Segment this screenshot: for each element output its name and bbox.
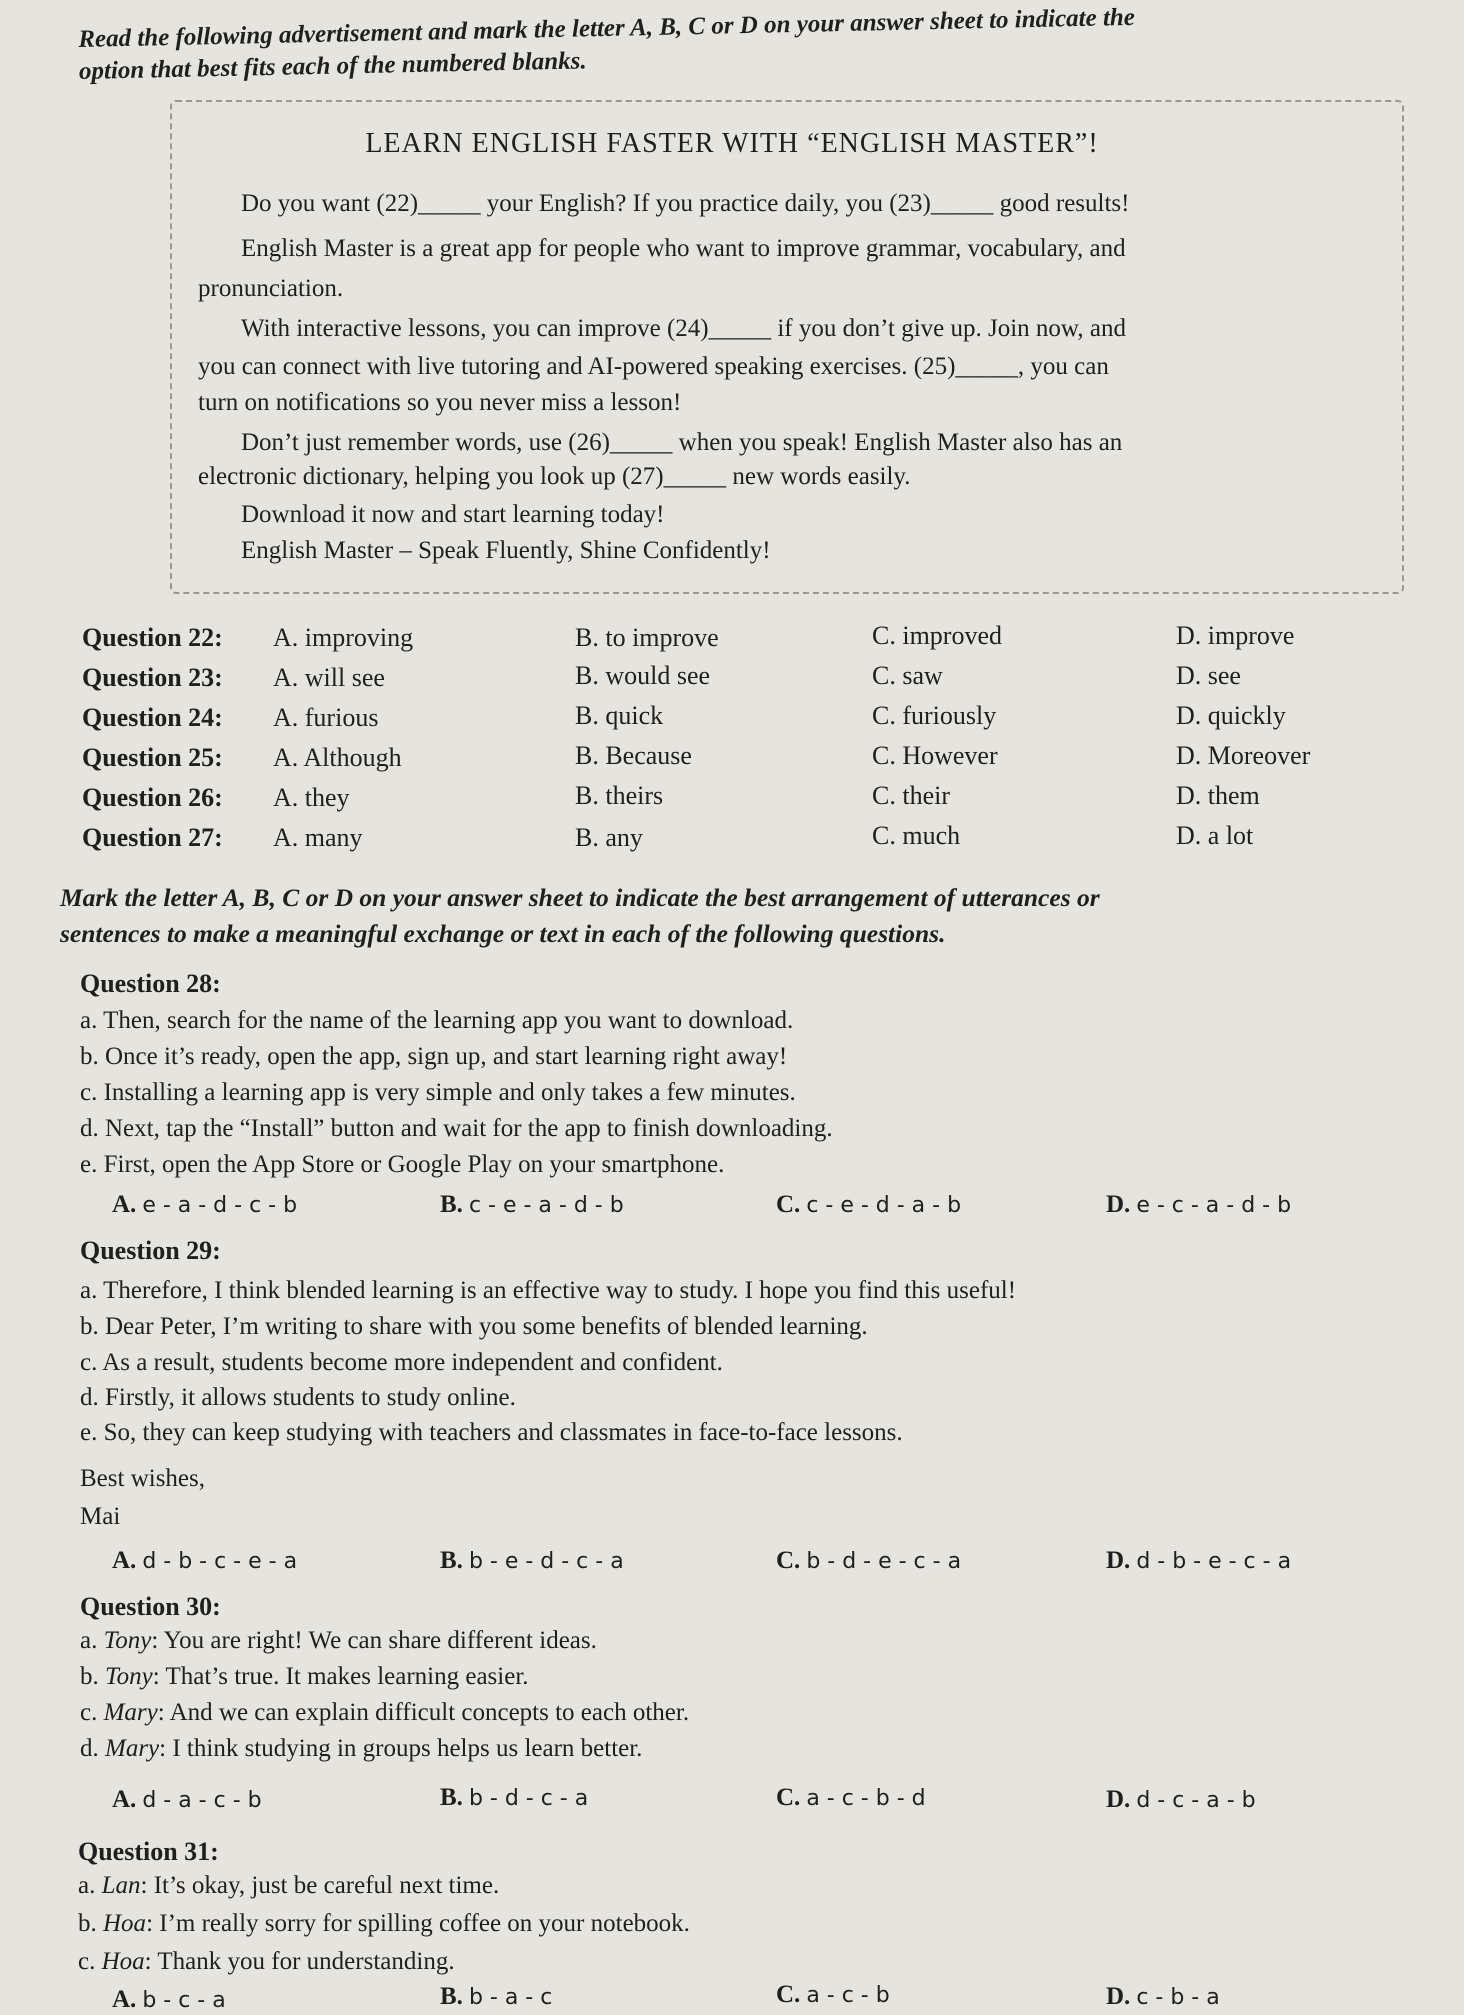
option-a[interactable] (112, 1547, 297, 1575)
option-letter: C. (776, 1191, 801, 1218)
option-sequence: a - c - b (806, 1983, 890, 2008)
ad-line-9: Download it now and start learning today! (241, 501, 665, 528)
utterance-letter: a. (80, 1627, 104, 1654)
option-sequence: c - b - a (1136, 1985, 1220, 2010)
ad-line-5: you can connect with live tutoring and AI-powered speaking exercises. (25)_____, you can (198, 353, 1109, 380)
option-d[interactable]: D. them (1176, 781, 1260, 810)
option-c[interactable] (776, 1784, 926, 1812)
speaker-name: Tony (103, 1627, 152, 1654)
utterance-d (80, 1735, 642, 1763)
option-letter: B. (440, 1547, 463, 1574)
option-c[interactable] (776, 1547, 961, 1575)
closing: Best wishes, (80, 1465, 205, 1492)
option-sequence: b - d - c - a (468, 1786, 589, 1811)
utterance-text: : And we can explain difficult concepts to each other. (157, 1699, 690, 1726)
option-b[interactable] (440, 1983, 552, 2011)
option-sequence: b - e - d - c - a (468, 1549, 624, 1574)
option-b[interactable]: B. quick (575, 701, 664, 730)
option-c[interactable]: C. much (872, 821, 961, 850)
utterance-letter: c. (78, 1948, 102, 1975)
ad-line-1: Do you want (22)_____ your English? If you practice daily, you (23)_____ good results! (241, 190, 1130, 217)
option-d[interactable] (1106, 1786, 1256, 1814)
instruction-mid-line-1: Mark the letter A, B, C or D on your answer sheet to indicate the best arrangement of utterances or (60, 883, 1100, 912)
option-letter: B. (440, 1983, 463, 2010)
option-letter: A. (112, 1986, 137, 2013)
option-letter: A. (112, 1547, 137, 1574)
option-sequence: e - a - d - c - b (142, 1193, 298, 1218)
utterance-letter: b. (78, 1910, 103, 1937)
option-sequence: c - e - a - d - b (468, 1193, 624, 1218)
option-c[interactable]: C. saw (872, 661, 943, 690)
utterance-letter: d. (80, 1735, 105, 1762)
option-b[interactable]: B. to improve (575, 623, 719, 652)
option-c[interactable]: C. their (872, 781, 950, 810)
option-letter: B. (440, 1191, 463, 1218)
option-sequence: d - a - c - b (142, 1788, 262, 1813)
option-c[interactable]: C. However (872, 741, 998, 770)
option-a[interactable] (112, 1191, 297, 1219)
option-sequence: d - b - e - c - a (1136, 1549, 1292, 1574)
option-letter: D. (1106, 1191, 1131, 1218)
option-c[interactable]: C. improved (872, 621, 1002, 650)
utterance-text: : I’m really sorry for spilling coffee on your notebook. (146, 1910, 690, 1937)
option-c[interactable] (776, 1191, 961, 1219)
instruction-top-line-1: Read the following advertisement and mark the letter A, B, C or D on your answer sheet to indicate the (78, 3, 1136, 53)
option-sequence: b - d - e - c - a (806, 1549, 962, 1574)
speaker-name: Lan (101, 1872, 141, 1899)
option-d[interactable] (1106, 1983, 1220, 2011)
option-sequence: b - c - a (142, 1988, 226, 2013)
option-b[interactable]: B. would see (575, 661, 711, 690)
option-c[interactable]: C. furiously (872, 701, 997, 730)
option-b[interactable]: B. Because (575, 741, 692, 770)
option-letter: D. (1106, 1786, 1131, 1813)
advertisement-title: LEARN ENGLISH FASTER WITH “ENGLISH MASTER”! (365, 128, 1099, 159)
utterance-b (78, 1910, 690, 1938)
option-letter: C. (776, 1981, 801, 2008)
option-d[interactable]: D. quickly (1176, 701, 1286, 730)
question-label: Question 23: (82, 663, 223, 692)
option-letter: C. (776, 1784, 801, 1811)
question-label: Question 30: (80, 1592, 221, 1621)
option-b[interactable] (440, 1191, 624, 1219)
question-label: Question 24: (82, 703, 223, 732)
option-sequence: a - c - b - d (806, 1786, 926, 1811)
question-label: Question 26: (82, 783, 223, 812)
ad-line-7: Don’t just remember words, use (26)_____ when you speak! English Master also has an (241, 429, 1123, 456)
option-letter: C. (776, 1547, 801, 1574)
utterance-text: : You are right! We can share different ideas. (151, 1627, 597, 1654)
option-a[interactable]: A. they (273, 783, 350, 812)
question-label: Question 29: (80, 1236, 221, 1265)
sentence-b: b. Once it’s ready, open the app, sign up, and start learning right away! (80, 1043, 788, 1070)
question-label: Question 28: (80, 969, 221, 998)
option-d[interactable]: D. Moreover (1176, 741, 1311, 770)
option-b[interactable]: B. any (575, 823, 643, 852)
utterance-text: : I think studying in groups helps us learn better. (159, 1735, 643, 1762)
option-a[interactable]: A. improving (273, 623, 414, 652)
ad-line-4: With interactive lessons, you can improve (24)_____ if you don’t give up. Join now, and (241, 315, 1126, 342)
speaker-name: Mary (103, 1699, 158, 1726)
instruction-mid-line-2: sentences to make a meaningful exchange or text in each of the following questions. (60, 919, 946, 948)
signature: Mai (80, 1503, 121, 1530)
option-d[interactable]: D. a lot (1176, 821, 1254, 850)
sentence-c: c. Installing a learning app is very simple and only takes a few minutes. (80, 1079, 796, 1106)
option-d[interactable]: D. improve (1176, 621, 1295, 650)
ad-line-8: electronic dictionary, helping you look up (27)_____ new words easily. (198, 463, 911, 490)
sentence-c: c. As a result, students become more independent and confident. (80, 1349, 723, 1376)
instruction-top-line-2: option that best fits each of the numbered blanks. (78, 47, 587, 85)
ad-line-10: English Master – Speak Fluently, Shine Confidently! (241, 537, 771, 564)
ad-line-6: turn on notifications so you never miss a lesson! (198, 389, 682, 416)
utterance-text: : It’s okay, just be careful next time. (140, 1872, 500, 1899)
utterance-letter: b. (80, 1663, 105, 1690)
utterance-text: : That’s true. It makes learning easier. (152, 1663, 529, 1690)
option-sequence: d - b - c - e - a (142, 1549, 298, 1574)
option-c[interactable] (776, 1981, 890, 2009)
option-letter: D. (1106, 1983, 1131, 2010)
utterance-c (80, 1699, 689, 1727)
utterance-a (80, 1627, 597, 1655)
question-label: Question 22: (82, 623, 223, 652)
option-a[interactable]: A. will see (273, 663, 385, 692)
utterance-a (78, 1872, 499, 1900)
option-letter: A. (112, 1191, 137, 1218)
option-letter: A. (112, 1786, 137, 1813)
speaker-name: Tony (105, 1663, 153, 1690)
option-sequence: d - c - a - b (1136, 1788, 1256, 1813)
sentence-e: e. First, open the App Store or Google Play on your smartphone. (80, 1151, 725, 1178)
option-d[interactable] (1106, 1547, 1291, 1575)
option-sequence: b - a - c (468, 1985, 553, 2010)
sentence-e: e. So, they can keep studying with teachers and classmates in face-to-face lessons. (80, 1419, 903, 1446)
option-letter: D. (1106, 1547, 1131, 1574)
option-letter: B. (440, 1784, 463, 1811)
sentence-a: a. Then, search for the name of the learning app you want to download. (80, 1007, 794, 1034)
question-label: Question 31: (78, 1837, 219, 1866)
sentence-b: b. Dear Peter, I’m writing to share with you some benefits of blended learning. (80, 1313, 868, 1340)
option-d[interactable]: D. see (1176, 661, 1241, 690)
instruction-mid (60, 880, 1100, 952)
utterance-c (78, 1948, 455, 1976)
sentence-d: d. Next, tap the “Install” button and wait for the app to finish downloading. (80, 1115, 833, 1142)
instruction-top (78, 2, 1136, 88)
speaker-name: Mary (105, 1735, 160, 1762)
utterance-letter: c. (80, 1699, 104, 1726)
question-label: Question 25: (82, 743, 223, 772)
ad-line-3: pronunciation. (198, 275, 344, 302)
ad-line-2: English Master is a great app for people who want to improve grammar, vocabulary, and (241, 235, 1126, 262)
option-sequence: e - c - a - d - b (1136, 1193, 1292, 1218)
option-a[interactable]: A. Although (273, 743, 402, 772)
speaker-name: Hoa (101, 1948, 145, 1975)
question-label: Question 27: (82, 823, 223, 852)
sentence-d: d. Firstly, it allows students to study online. (80, 1384, 516, 1411)
option-a[interactable]: A. furious (273, 703, 379, 732)
option-a[interactable] (112, 1786, 262, 1814)
option-b[interactable]: B. theirs (575, 781, 664, 810)
utterance-letter: a. (78, 1872, 102, 1899)
option-b[interactable] (440, 1547, 624, 1575)
option-b[interactable] (440, 1784, 588, 1812)
option-sequence: c - e - d - a - b (806, 1193, 962, 1218)
speaker-name: Hoa (103, 1910, 147, 1937)
sentence-a: a. Therefore, I think blended learning is an effective way to study. I hope you find this useful! (80, 1277, 1017, 1304)
utterance-text: : Thank you for understanding. (144, 1948, 455, 1975)
option-d[interactable] (1106, 1191, 1291, 1219)
option-a[interactable] (112, 1986, 226, 2015)
utterance-b (80, 1663, 529, 1691)
option-a[interactable]: A. many (273, 823, 363, 852)
